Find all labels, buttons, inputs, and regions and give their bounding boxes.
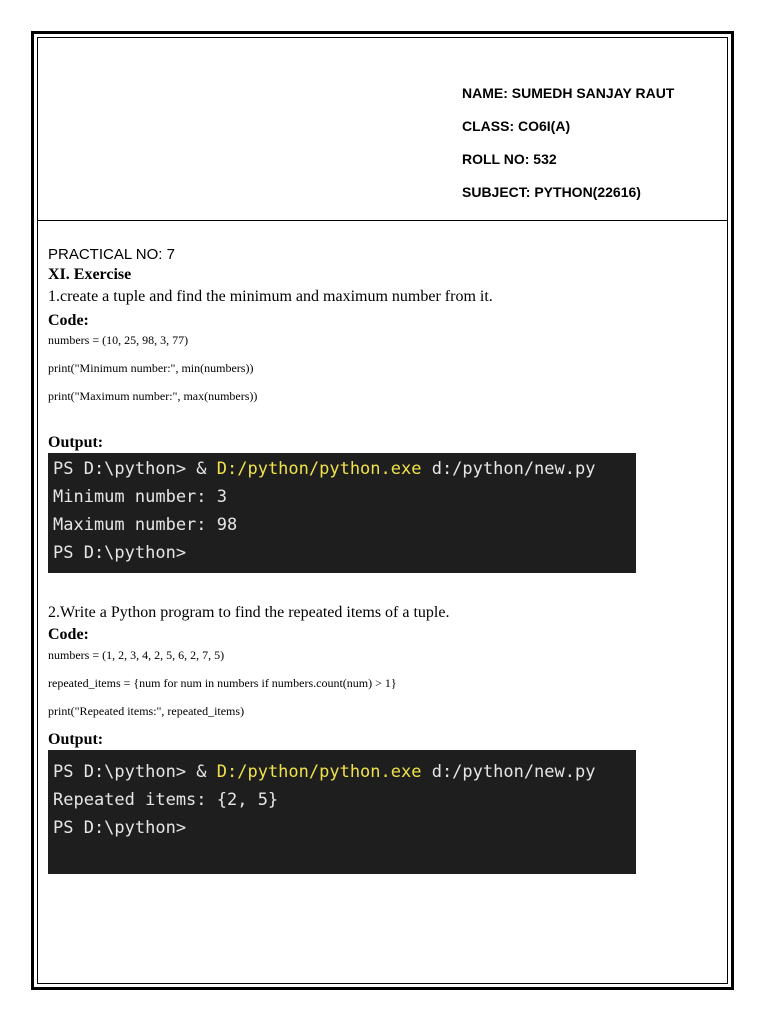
q2-code-label: Code: bbox=[48, 626, 89, 643]
q1-code-line-1: numbers = (10, 25, 98, 3, 77) bbox=[48, 333, 189, 347]
q2-terminal-line-2: PS D:\python> bbox=[53, 818, 187, 838]
terminal-exe-path: D:/python/python.exe bbox=[216, 459, 422, 479]
terminal-script-path: d:/python/new.py bbox=[421, 459, 596, 479]
practical-title: PRACTICAL NO: 7 bbox=[48, 246, 175, 263]
q2-terminal-line-1: Repeated items: {2, 5} bbox=[53, 790, 279, 810]
q2-terminal-command bbox=[53, 758, 636, 786]
q2-code-line-2: repeated_items = {num for num in numbers if numbers.count(num) > 1} bbox=[48, 676, 397, 690]
q2-output-label: Output: bbox=[48, 731, 104, 748]
q1-code-line-2: print("Minimum number:", min(numbers)) bbox=[48, 361, 254, 375]
q1-terminal-line-1: Minimum number: 3 bbox=[53, 487, 227, 507]
q2-code-line-3: print("Repeated items:", repeated_items) bbox=[48, 704, 245, 718]
q1-terminal-output bbox=[48, 453, 636, 573]
q1-terminal-line-3: PS D:\python> bbox=[53, 543, 187, 563]
q2-code-line-1: numbers = (1, 2, 3, 4, 2, 5, 6, 2, 7, 5) bbox=[48, 648, 225, 662]
q1-terminal-line-2: Maximum number: 98 bbox=[53, 515, 238, 535]
q2-terminal-output bbox=[48, 750, 636, 874]
q1-code-line-3: print("Maximum number:", max(numbers)) bbox=[48, 389, 258, 403]
student-name: NAME: SUMEDH SANJAY RAUT bbox=[462, 85, 675, 101]
student-info bbox=[462, 80, 674, 212]
terminal-script-path: d:/python/new.py bbox=[421, 762, 596, 782]
q2-question: 2.Write a Python program to find the repeated items of a tuple. bbox=[48, 604, 450, 621]
student-roll-no: ROLL NO: 532 bbox=[462, 151, 557, 167]
terminal-prompt: PS D:\python> & bbox=[53, 762, 217, 782]
q1-question: 1.create a tuple and find the minimum and maximum number from it. bbox=[48, 288, 493, 305]
terminal-prompt: PS D:\python> & bbox=[53, 459, 217, 479]
header-divider bbox=[37, 220, 728, 221]
student-subject: SUBJECT: PYTHON(22616) bbox=[462, 184, 641, 200]
q1-code-label: Code: bbox=[48, 312, 89, 329]
q1-output-label: Output: bbox=[48, 434, 104, 451]
exercise-heading: XI. Exercise bbox=[48, 266, 132, 283]
terminal-exe-path: D:/python/python.exe bbox=[216, 762, 422, 782]
q1-terminal-command bbox=[53, 455, 636, 483]
student-class: CLASS: CO6I(A) bbox=[462, 118, 571, 134]
